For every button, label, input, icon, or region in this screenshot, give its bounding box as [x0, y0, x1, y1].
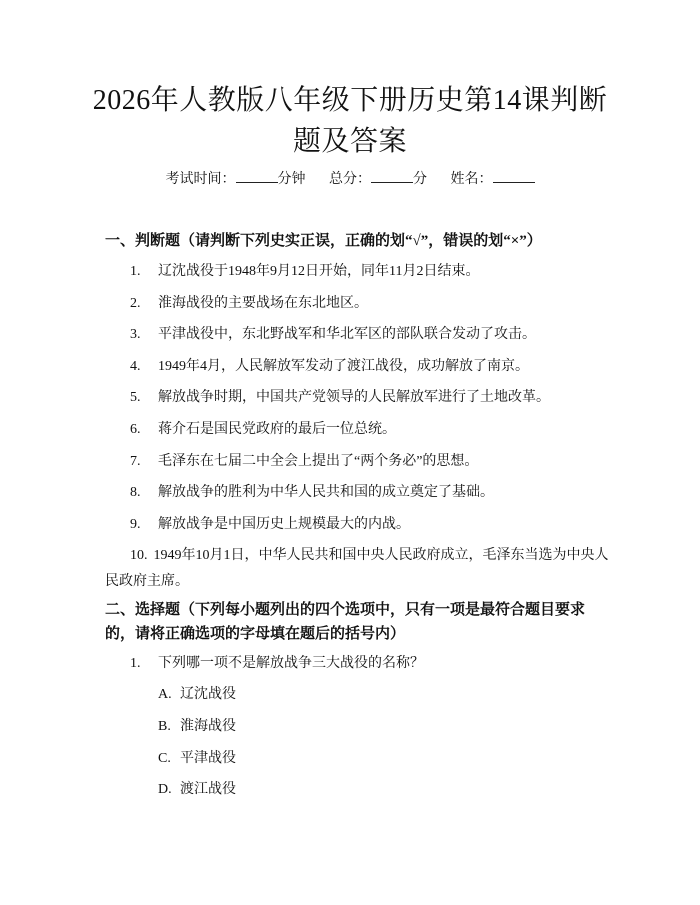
question-number: 1.: [130, 656, 141, 671]
section-2-heading: 二、选择题（下列每小题列出的四个选项中，只有一项是最符合题目要求的，请将正确选项的字母填在题后的括号内）: [105, 602, 586, 642]
judgment-question: [130, 483, 610, 503]
student-name-label: 姓名：: [450, 172, 493, 187]
choice-option-c: [158, 749, 558, 769]
question-number: 8.: [130, 485, 141, 500]
exam-time-unit: 分钟: [277, 172, 306, 187]
judgment-question: [130, 294, 610, 314]
option-text: 渡江战役: [180, 782, 236, 797]
option-text: 辽沈战役: [180, 687, 236, 702]
exam-time-label: 考试时间：: [165, 172, 236, 187]
option-letter: B.: [158, 719, 171, 734]
question-text: 1949年4月，人民解放军发动了渡江战役，成功解放了南京。: [158, 359, 529, 374]
question-number: 3.: [130, 327, 141, 342]
total-score-blank: [371, 170, 413, 183]
question-text: 辽沈战役于1948年9月12日开始，同年11月2日结束。: [158, 264, 480, 279]
exam-time-blank: [236, 170, 278, 183]
question-number: 4.: [130, 359, 141, 374]
option-text: 平津战役: [180, 751, 236, 766]
choice-option-d: [158, 780, 558, 800]
question-number: 6.: [130, 422, 141, 437]
option-letter: A.: [158, 687, 172, 702]
choice-option-b: [158, 717, 558, 737]
option-letter: D.: [158, 782, 172, 797]
question-text: 解放战争的胜利为中华人民共和国的成立奠定了基础。: [158, 485, 494, 500]
question-number: 10.: [130, 548, 148, 563]
judgment-question: [130, 357, 610, 377]
option-letter: C.: [158, 751, 171, 766]
total-score-field: [329, 168, 427, 188]
total-score-unit: 分: [413, 172, 427, 187]
section-1-heading: 一、判断题（请判断下列史实正误，正确的划“√”，错误的划“×”）: [105, 233, 542, 249]
question-number: 7.: [130, 454, 141, 469]
judgment-question: [130, 262, 610, 282]
judgment-question: [130, 325, 610, 345]
option-text: 淮海战役: [180, 719, 236, 734]
judgment-question: [130, 420, 610, 440]
exam-info-bar: [0, 168, 700, 188]
document-title: [0, 80, 700, 162]
question-text: 解放战争时期，中国共产党领导的人民解放军进行了土地改革。: [158, 390, 550, 405]
question-text: 毛泽东在七届二中全会上提出了“两个务必”的思想。: [158, 454, 479, 469]
choice-question: [130, 654, 610, 674]
student-name-field: [451, 168, 535, 188]
choice-option-a: [158, 685, 558, 705]
title-line-1: 2026年人教版八年级下册历史第14课判断: [92, 85, 608, 116]
student-name-blank: [493, 170, 535, 183]
question-number: 1.: [130, 264, 141, 279]
judgment-question: [130, 452, 610, 472]
judgment-question: [105, 543, 610, 595]
question-text: 解放战争是中国历史上规模最大的内战。: [158, 517, 410, 532]
total-score-label: 总分：: [329, 172, 371, 187]
exam-time-field: [166, 168, 306, 188]
question-text: 1949年10月1日，中华人民共和国中央人民政府成立，毛泽东当选为中央人民政府主席。: [105, 548, 609, 589]
title-line-2: 题及答案: [292, 126, 407, 157]
question-text: 平津战役中，东北野战军和华北军区的部队联合发动了攻击。: [158, 327, 536, 342]
judgment-question: [130, 515, 610, 535]
judgment-question: [130, 388, 610, 408]
question-text: 蒋介石是国民党政府的最后一位总统。: [158, 422, 396, 437]
question-number: 5.: [130, 390, 141, 405]
question-number: 9.: [130, 517, 141, 532]
question-number: 2.: [130, 296, 141, 311]
question-text: 淮海战役的主要战场在东北地区。: [158, 296, 368, 311]
question-text: 下列哪一项不是解放战争三大战役的名称？: [158, 656, 424, 671]
